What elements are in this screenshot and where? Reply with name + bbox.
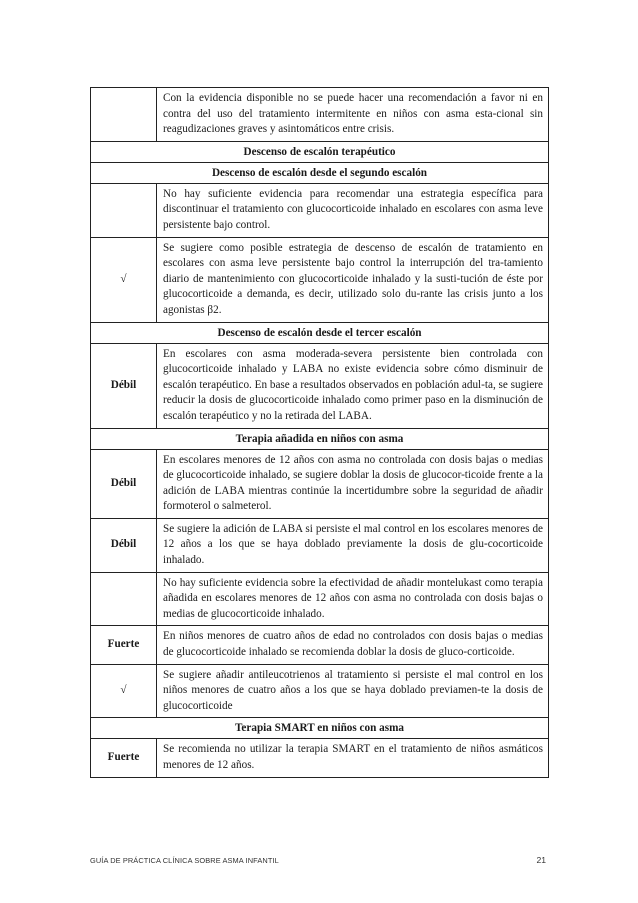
recommendation-text: En escolares menores de 12 años con asma no controlada con dosis bajas o medias de glucocorticoide inhalado, se sugiere doblar la dosis de glucocor-ticoide frente a la adición de LABA mientras continúe la incertidumbre sobre la seguridad de añadir formoterol o salmeterol. [157, 449, 549, 518]
grade-cell [91, 183, 157, 237]
table-row [91, 183, 549, 237]
grade-cell: Débil [91, 343, 157, 428]
grade-cell: Fuerte [91, 739, 157, 777]
grade-cell: Fuerte [91, 626, 157, 664]
section-row [91, 718, 549, 739]
section-row [91, 428, 549, 449]
section-heading: Descenso de escalón terapéutico [91, 141, 549, 162]
recommendation-text: Se sugiere añadir antileucotrienos al tratamiento si persiste el mal control en los niños menores de cuatro años a los que se haya doblado previamen-te la dosis de glucocorticoide [157, 664, 549, 718]
grade-cell [91, 572, 157, 626]
table-row [91, 739, 549, 777]
grade-cell: Débil [91, 449, 157, 518]
section-row [91, 322, 549, 343]
section-heading: Descenso de escalón desde el tercer escalón [91, 322, 549, 343]
table-row [91, 88, 549, 142]
grade-cell: Débil [91, 518, 157, 572]
section-row [91, 162, 549, 183]
recommendation-text: En niños menores de cuatro años de edad no controlados con dosis bajas o medias de glucocorticoide inhalado se recomienda doblar la dosis de gluco-corticoide. [157, 626, 549, 664]
grade-cell: √ [91, 664, 157, 718]
section-heading: Terapia añadida en niños con asma [91, 428, 549, 449]
recommendation-text: No hay suficiente evidencia sobre la efectividad de añadir montelukast como terapia añadida en escolares menores de 12 años con asma no controlada con dosis bajas o medias de glucocorticoide inhalado. [157, 572, 549, 626]
recommendation-text: En escolares con asma moderada-severa persistente bien controlada con glucocorticoide inhalado y LABA no existe evidencia sobre cómo disminuir de escalón terapéutico. En base a resultados observados en población adul-ta, se sugiere reducir la dosis de glucocorticoide inhalado como primer paso en la disminución de escalón terapéutico y no la retirada del LABA. [157, 343, 549, 428]
section-heading: Terapia SMART en niños con asma [91, 718, 549, 739]
table-row [91, 664, 549, 718]
section-heading: Descenso de escalón desde el segundo escalón [91, 162, 549, 183]
recommendation-text: Con la evidencia disponible no se puede hacer una recomendación a favor ni en contra del uso del tratamiento intermitente en niños con asma esta-cional sin reagudizaciones graves y asintomáticos entre crisis. [157, 88, 549, 142]
table-row [91, 572, 549, 626]
section-row [91, 141, 549, 162]
recommendation-text: No hay suficiente evidencia para recomendar una estrategia específica para discontinuar el tratamiento con glucocorticoide inhalado en escolares con asma leve persistente bajo control. [157, 183, 549, 237]
table-row [91, 518, 549, 572]
table-row [91, 449, 549, 518]
table-row [91, 626, 549, 664]
grade-cell: √ [91, 237, 157, 322]
recommendation-text: Se recomienda no utilizar la terapia SMART en el tratamiento de niños asmáticos menores de 12 años. [157, 739, 549, 777]
table-row [91, 343, 549, 428]
recommendation-text: Se sugiere la adición de LABA si persiste el mal control en los escolares menores de 12 años a los que se haya doblado previamente la dosis de glu-cocorticoide inhalado. [157, 518, 549, 572]
recommendations-table [90, 87, 549, 778]
footer-title: GUÍA DE PRÁCTICA CLÍNICA SOBRE ASMA INFANTIL [90, 856, 279, 865]
recommendation-text: Se sugiere como posible estrategia de descenso de escalón de tratamiento en escolares con asma leve persistente bajo control la interrupción del tra-tamiento diario de mantenimiento con glucocorticoide inhalado y la susti-tución de éste por glucocorticoide a demanda, es decir, utilizado solo du-rante las crisis junto a los agonistas β2. [157, 237, 549, 322]
grade-cell [91, 88, 157, 142]
page-number: 21 [536, 855, 546, 865]
table-row [91, 237, 549, 322]
